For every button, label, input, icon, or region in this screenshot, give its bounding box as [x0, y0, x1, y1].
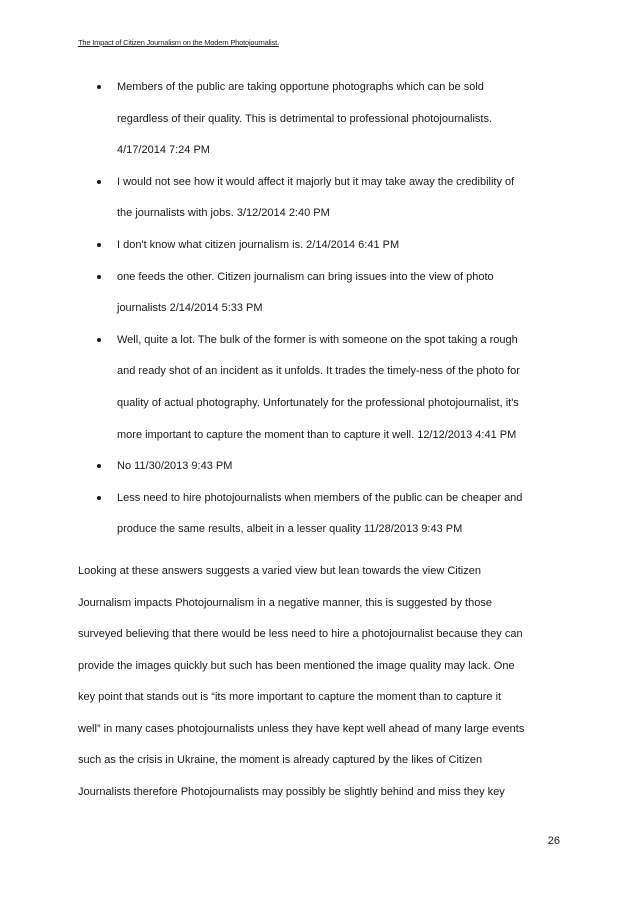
paragraph-line: key point that stands out is “its more important to capture the moment than to capture it — [78, 691, 502, 703]
bullet-line: quality of actual photography. Unfortunately for the professional photojournalist, it's — [117, 397, 519, 409]
bullet-dot — [97, 338, 101, 342]
bullet-line: I would not see how it would affect it majorly but it may take away the credibility of — [117, 175, 515, 188]
bullet-dot — [97, 85, 101, 89]
bullet-line: one feeds the other. Citizen journalism can bring issues into the view of photo — [117, 270, 494, 283]
bullet-line: the journalists with jobs. 3/12/2014 2:40 PM — [117, 207, 330, 220]
bullet-line: journalists 2/14/2014 5:33 PM — [117, 302, 263, 315]
bullet-line: 4/17/2014 7:24 PM — [117, 144, 210, 157]
paragraph-line: Journalism impacts Photojournalism in a negative manner, this is suggested by those — [78, 596, 492, 609]
bullet-line: Members of the public are taking opportune photographs which can be sold — [117, 81, 484, 93]
bullet-line: and ready shot of an incident as it unfolds. It trades the timely-ness of the photo for — [117, 365, 520, 378]
paragraph-line: Journalists therefore Photojournalists may possibly be slightly behind and miss they key — [78, 785, 505, 798]
paragraph-line: surveyed believing that there would be less need to hire a photojournalist because they can — [78, 628, 523, 640]
paragraph-line: such as the crisis in Ukraine, the moment is already captured by the likes of Citizen — [78, 754, 483, 766]
running-header: The Impact of Citizen Journalism on the Modern Photojournalist. — [78, 38, 279, 47]
bullet-line: I don't know what citizen journalism is. 2/14/2014 6:41 PM — [117, 239, 400, 251]
bullet-dot — [97, 496, 101, 500]
bullet-dot — [97, 464, 101, 468]
bullet-line: regardless of their quality. This is detrimental to professional photojournalists. — [117, 112, 493, 125]
bullet-line: produce the same results, albeit in a lesser quality 11/28/2013 9:43 PM — [117, 523, 463, 536]
bullet-line: Less need to hire photojournalists when members of the public can be cheaper and — [117, 491, 523, 504]
bullet-line: more important to capture the moment than to capture it well. 12/12/2013 4:41 PM — [117, 428, 517, 441]
bullet-line: Well, quite a lot. The bulk of the former is with someone on the spot taking a rough — [117, 333, 518, 346]
bullet-line: No 11/30/2013 9:43 PM — [117, 460, 233, 473]
bullet-dot — [97, 243, 101, 247]
bullet-dot — [97, 275, 101, 279]
paragraph-line: Looking at these answers suggests a varied view but lean towards the view Citizen — [78, 565, 481, 577]
bullet-dot — [97, 180, 101, 184]
page-number: 26 — [547, 835, 560, 847]
paragraph-line: well” in many cases photojournalists unless they have kept well ahead of many large events — [78, 722, 525, 735]
paragraph-line: provide the images quickly but such has been mentioned the image quality may lack. One — [78, 659, 515, 672]
